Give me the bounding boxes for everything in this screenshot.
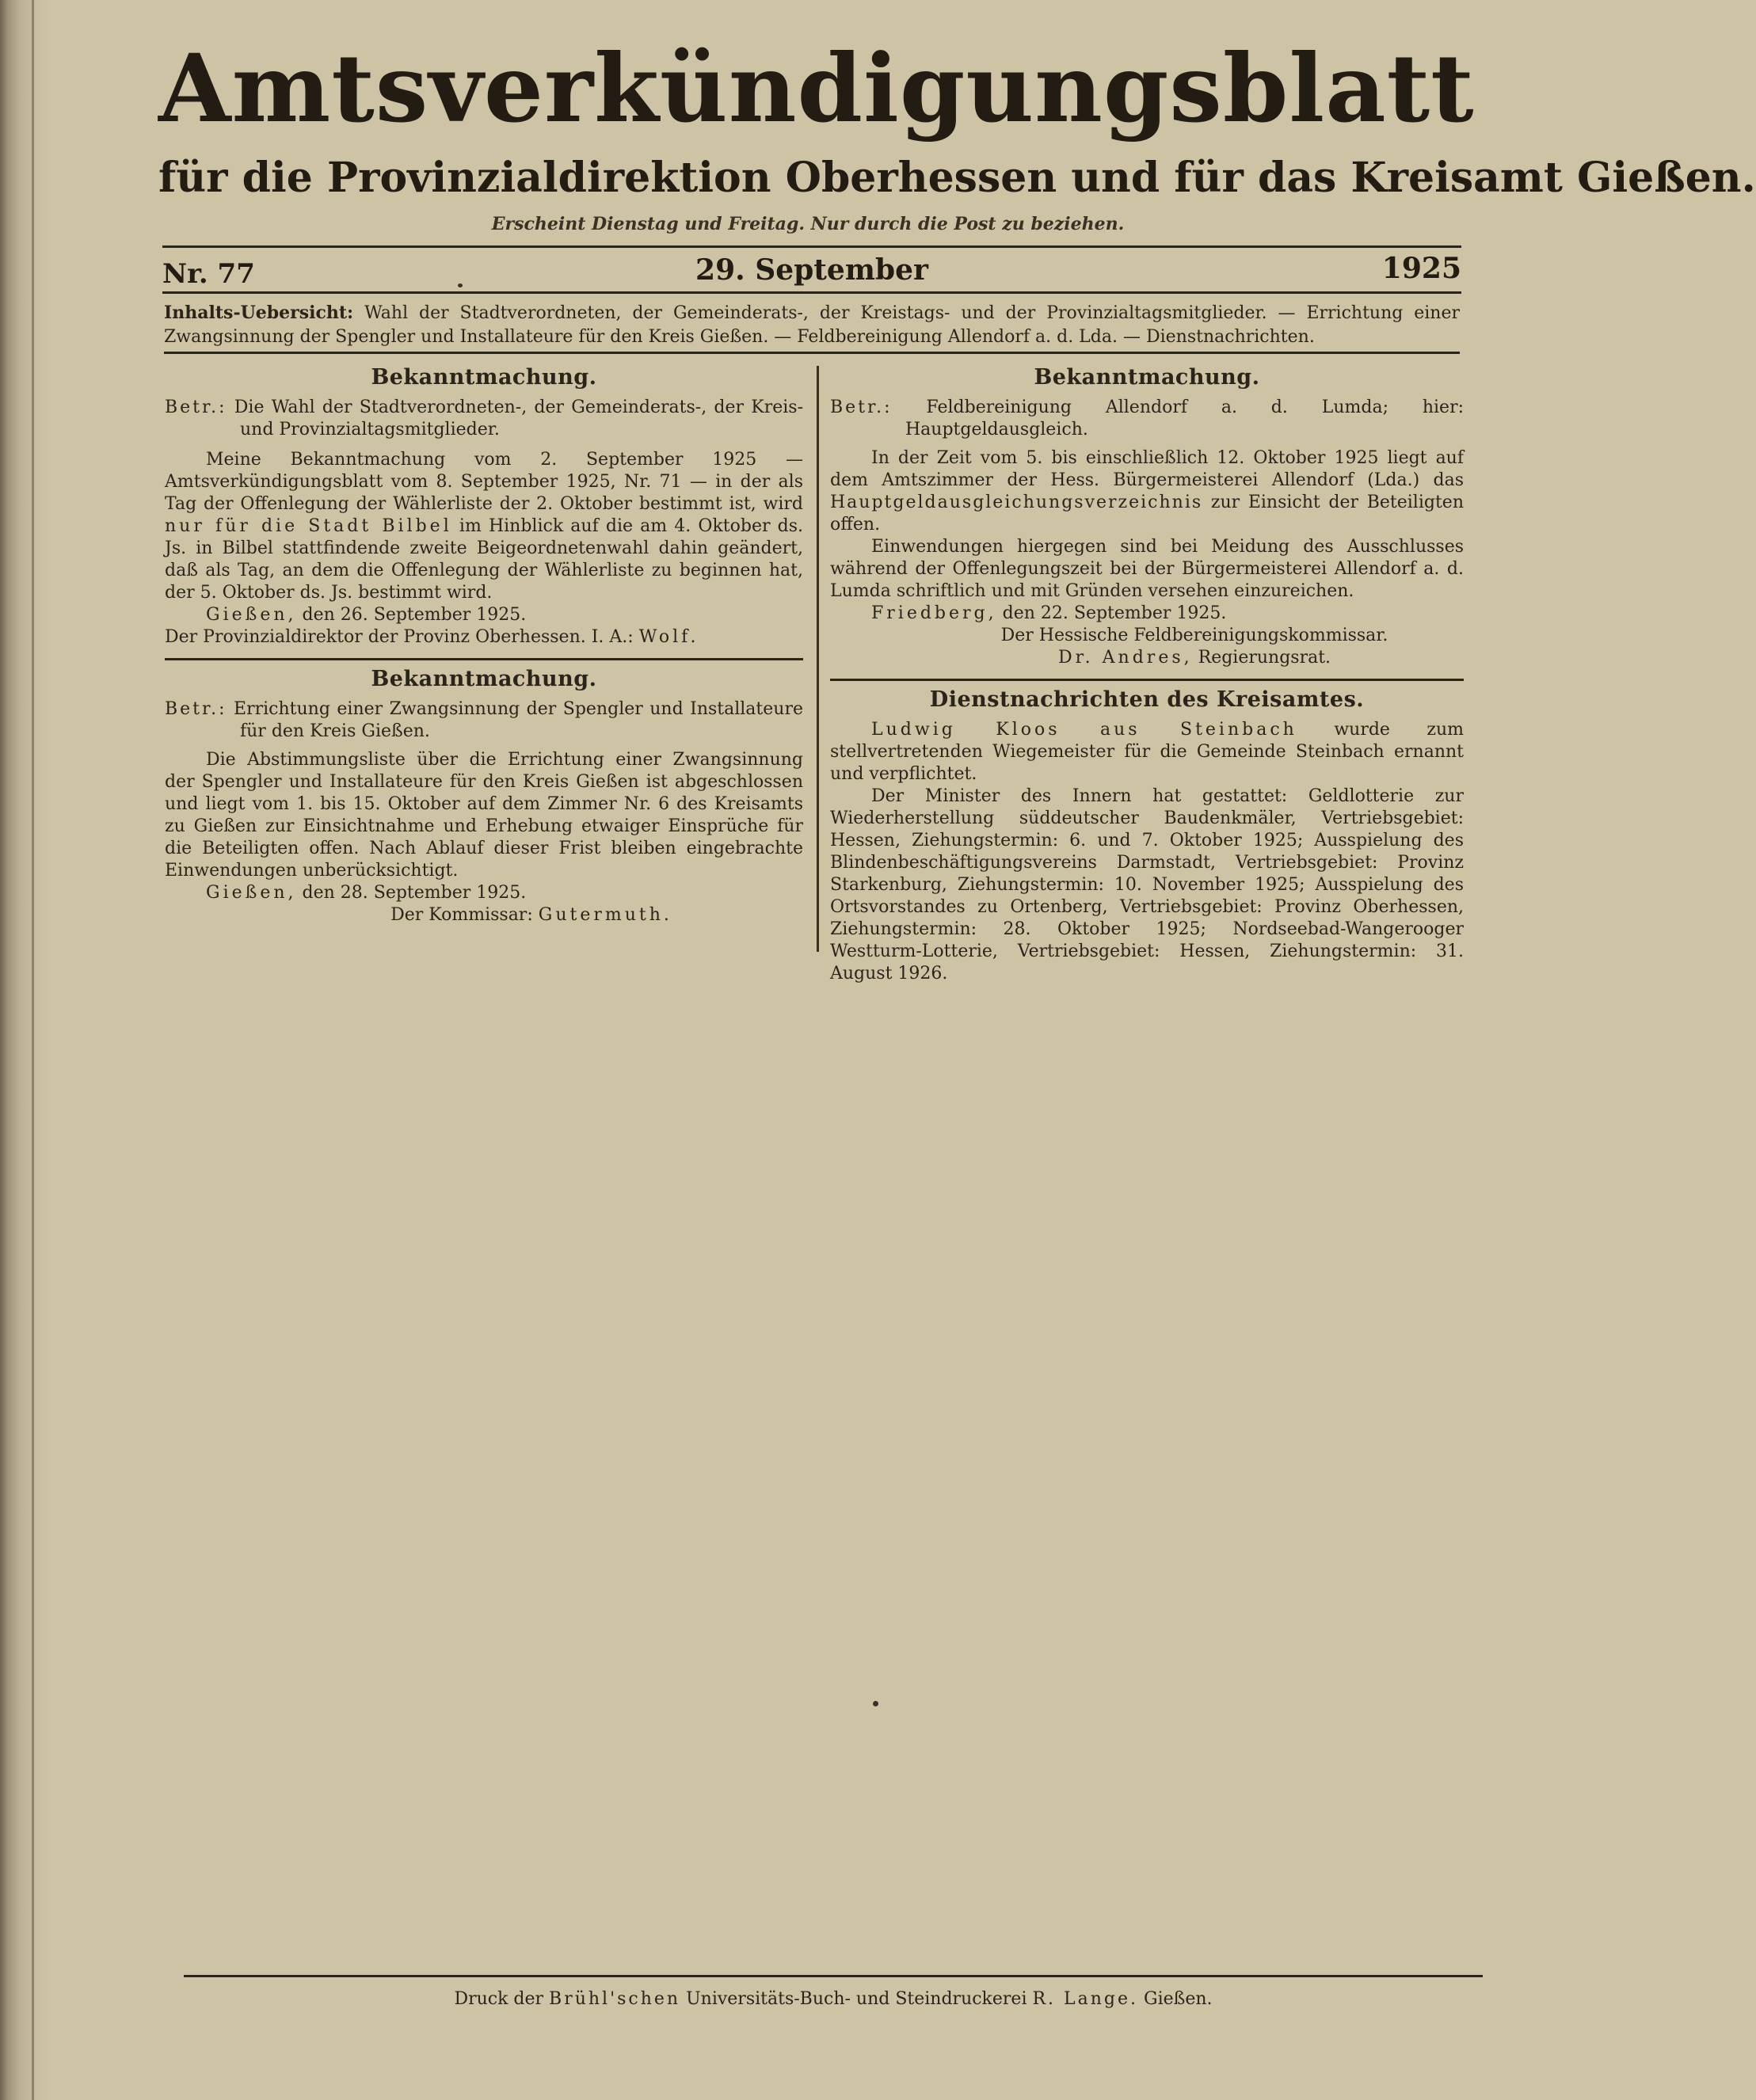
dateline-place: Gießen, (206, 605, 297, 625)
section-divider (830, 679, 1464, 681)
notice-body (830, 719, 1464, 786)
notice-body: Die Abstimmungsliste über die Errichtung einer Zwangsinnung der Spengler und Installateure für den Kreis Gießen ist abgeschlossen und liegt vom 1. bis 15. Oktober auf dem Zimmer Nr. 6 des Kreisamts zu Gießen zur Einsichtnahme und Erhebung etwaiger Einsprüche für die Beteiligten offen. Nach Ablauf dieser Frist bleiben eingebrachte Einwendungen unberücksichtigt. (165, 750, 803, 881)
print-speck (458, 283, 463, 287)
body-text: wurde zum stellvertretenden Wiegemeister für die Gemeinde Steinbach ernannt und verpflichtet. (830, 720, 1465, 784)
issue-number: Nr. 77 (162, 258, 255, 290)
dateline-date: den 26. September 1925. (302, 605, 527, 625)
dateline-date: den 28. September 1925. (302, 883, 527, 903)
dateline-date: den 22. September 1925. (1002, 603, 1227, 623)
masthead-subtitle: für die Provinzialdirektion Oberhessen und für das Kreisamt Gießen. (158, 154, 1756, 202)
signature-office: Der Kommissar: (390, 905, 533, 925)
notice-subject (165, 698, 803, 743)
notice-heading: Dienstnachrichten des Kreisamtes. (929, 687, 1365, 712)
notice-dateline (165, 882, 803, 904)
signature-title: Regierungsrat. (1198, 648, 1331, 668)
imprint-text: Universitäts-Buch- und Steindruckerei (686, 1989, 1027, 2009)
contents-label: Inhalts-Uebersicht: (164, 302, 354, 323)
printer-imprint (184, 1989, 1483, 2009)
body-text: In der Zeit vom 5. bis einschließlich 12. Oktober 1925 liegt auf dem Amtszimmer der Hess. Bürgermeisterei Allendorf (Lda.) das (830, 448, 1464, 490)
notice-heading: Bekanntmachung. (371, 667, 597, 691)
notice-subject (165, 397, 803, 441)
signature-office: Der Provinzialdirektor der Provinz Oberhessen. (165, 627, 586, 647)
signature-name: Gutermuth. (538, 905, 672, 925)
issue-year: 1925 (1381, 252, 1461, 285)
imprint-text: Druck der (454, 1989, 544, 2009)
section-divider (165, 658, 803, 660)
issue-rule-bottom (162, 291, 1461, 294)
body-text: Meine Bekanntmachung vom 2. September 1925 — Amtsverkündigungsblatt vom 8. September 1925, Nr. 71 — in der als Tag der Offenlegung der Wählerliste der 2. Oktober bestimmt ist, wird (165, 450, 803, 514)
notice-guild (165, 668, 803, 926)
notice-dateline (830, 603, 1464, 625)
signature-name: Dr. Andres, (1057, 648, 1193, 668)
subject-label: Betr.: (165, 398, 227, 417)
body-emphasis: Hauptgeldausgleichungsverzeichnis (830, 493, 1203, 512)
issue-date: 29. September (695, 253, 928, 287)
notice-body (165, 449, 803, 604)
dateline-place: Friedberg, (871, 603, 997, 623)
left-column (165, 360, 803, 926)
masthead-note: Erscheint Dienstag und Freitag. Nur durch die Post zu beziehen. (491, 214, 1125, 234)
body-emphasis: Ludwig Kloos aus Steinbach (871, 720, 1297, 740)
dateline-place: Gießen, (206, 883, 297, 903)
masthead-title: Amtsverkündigungsblatt (158, 33, 1475, 143)
contents-rule-bottom (164, 352, 1460, 354)
table-of-contents (164, 301, 1460, 349)
notice-body (830, 447, 1464, 536)
notice-official-news (830, 689, 1464, 985)
notice-land-consolidation (830, 367, 1464, 669)
notice-election (165, 367, 803, 649)
contents-text: Wahl der Stadtverordneten, der Gemeinderats-, der Kreistags- und der Provinzialtagsmitglieder. — Errichtung einer Zwangsinnung der Spengler und Installateure für den Kreis Gießen. — Feldbereinigung Allendorf a. d. Lda. — Dienstnachrichten. (164, 303, 1460, 347)
notice-signature (165, 626, 803, 649)
imprint-emphasis: Brühl'schen (549, 1989, 681, 2009)
masthead-rule-top (162, 245, 1461, 248)
subject-text: Errichtung einer Zwangsinnung der Spengler und Installateure für den Kreis Gießen. (234, 699, 803, 741)
imprint-emphasis: R. Lange. (1032, 1989, 1139, 2009)
subject-label: Betr.: (830, 398, 893, 417)
notice-dateline (165, 604, 803, 626)
subject-text: Feldbereinigung Allendorf a. d. Lumda; hier: Hauptgeldausgleich. (905, 398, 1464, 439)
body-emphasis: nur für die Stadt Bilbel (165, 516, 452, 536)
binding-line (32, 0, 34, 2100)
body-text: zur Einsicht der Beteiligten offen. (830, 493, 1464, 535)
notice-heading: Bekanntmachung. (1034, 365, 1260, 390)
signature-ia: I. A.: (591, 627, 634, 647)
imprint-city: Gießen. (1144, 1989, 1213, 2009)
subject-text: Die Wahl der Stadtverordneten-, der Gemeinderats-, der Kreis- und Provinzialtagsmitglieder. (234, 398, 804, 439)
subject-label: Betr.: (165, 699, 227, 719)
notice-body-2: Einwendungen hiergegen sind bei Meidung des Ausschlusses während der Offenlegungszeit bei der Bürgermeisterei Allendorf a. d. Lumda schriftlich und mit Gründen versehen einzureichen. (830, 537, 1464, 601)
page-binding-edge (0, 0, 51, 2100)
body-text: im Hinblick auf die am 4. Oktober ds. Js. in Bilbel stattfindende zweite Beigeordnetenwahl dahin geändert, daß als Tag, an dem die Offenlegung der Wählerliste zu beginnen hat, der 5. Oktober ds. Js. bestimmt wird. (165, 516, 804, 603)
issue-info-row (162, 252, 1461, 291)
notice-signature: Der Hessische Feldbereinigungskommissar. (1000, 626, 1388, 645)
footer-rule (184, 1975, 1483, 1977)
right-column (830, 360, 1464, 985)
notice-body-2: Der Minister des Innern hat gestattet: Geldlotterie zur Wiederherstellung süddeutscher Baudenkmäler, Vertriebsgebiet: Hessen, Ziehungstermin: 6. und 7. Oktober 1925; Ausspielung des Blindenbeschäftigungsvereins Darmstadt, Vertriebsgebiet: Provinz Starkenburg, Ziehungstermin: 10. November 1925; Ausspielung des Ortsvorstandes zu Ortenberg, Vertriebsgebiet: Provinz Oberhessen, Ziehungstermin: 28. Oktober 1925; Nordseebad-Wangerooger Westturm-Lotterie, Vertriebsgebiet: Hessen, Ziehungstermin: 31. August 1926. (830, 786, 1464, 983)
notice-signature-name (830, 647, 1464, 669)
signature-name: Wolf. (638, 627, 699, 647)
notice-heading: Bekanntmachung. (371, 365, 597, 390)
print-speck (873, 1701, 878, 1706)
notice-signature (165, 904, 803, 926)
column-divider (817, 366, 819, 952)
notice-subject (830, 397, 1464, 441)
